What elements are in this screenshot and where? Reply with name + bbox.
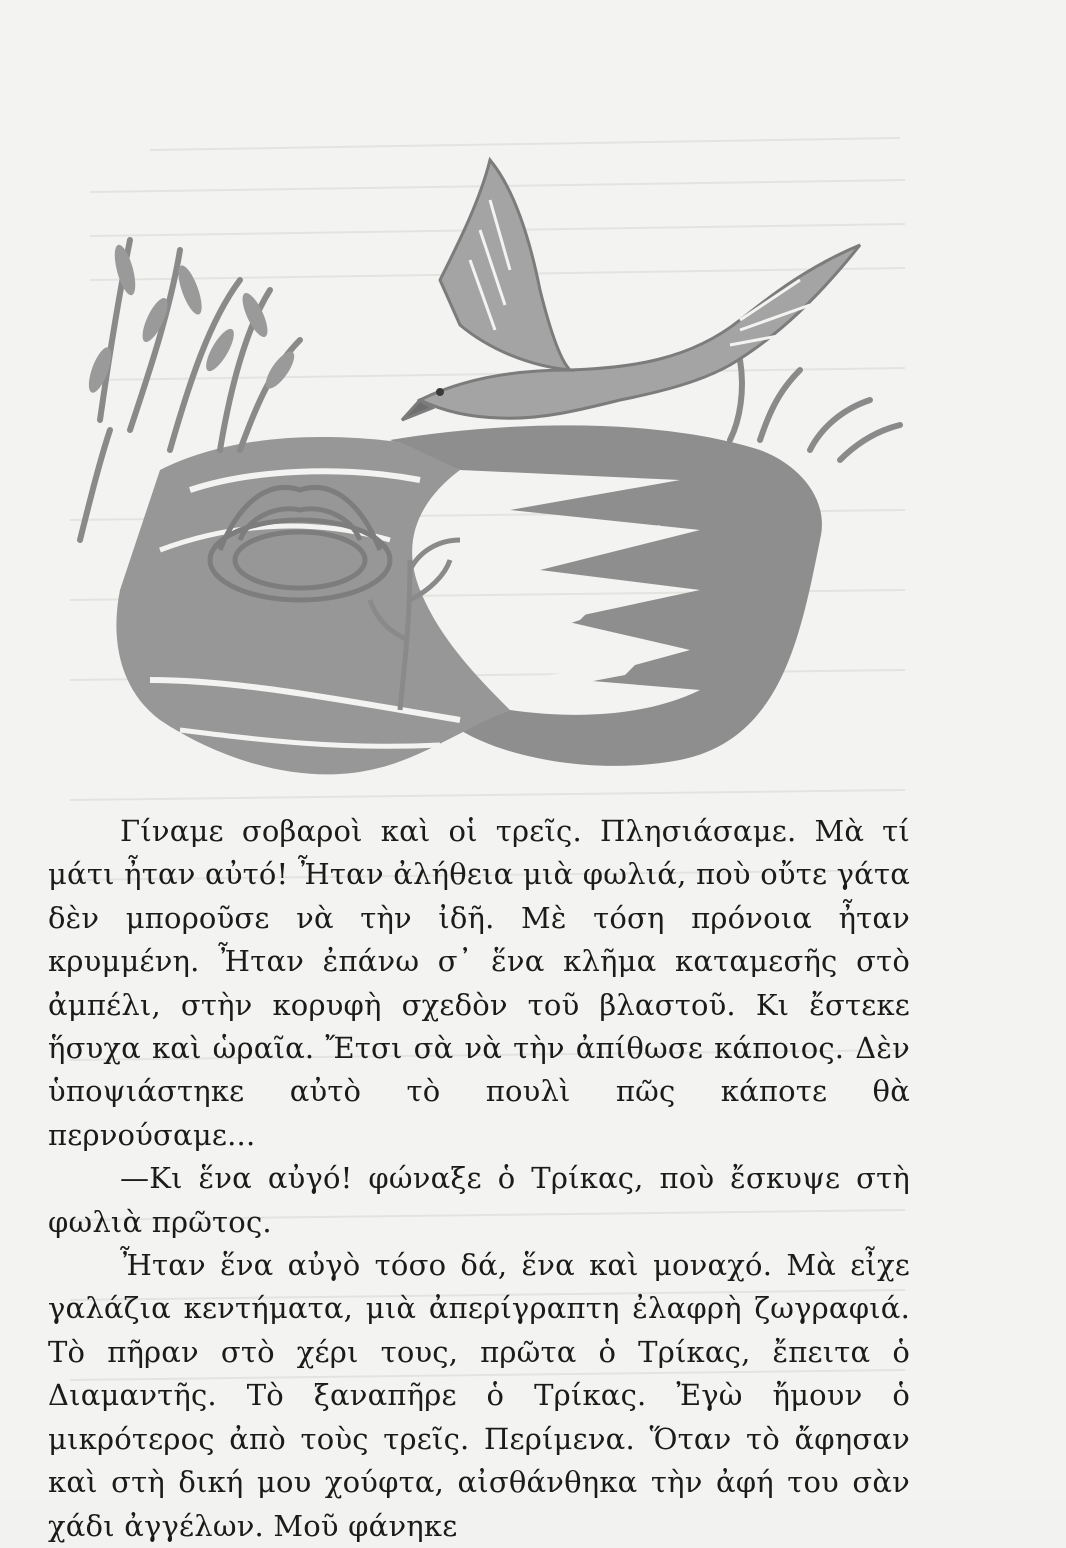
paragraph-2: —Κι ἕνα αὐγό! φώναξε ὁ Τρίκας, ποὺ ἔσκυψε στὴ φωλιὰ πρῶτος. xyxy=(48,1161,910,1239)
reeds-right xyxy=(730,360,900,460)
paragraph-3: Ἦταν ἕνα αὐγὸ τόσο δά, ἕνα καὶ μοναχό. Μὰ εἶχε γαλάζια κεντήματα, μιὰ ἀπερίγραπτη ἐλαφρὴ ζωγραφιά. Τὸ πῆραν στὸ χέρι τους, πρῶτα ὁ Τρίκας, ἔπειτα ὁ Διαμαντῆς. Τὸ ξαναπῆρε ὁ Τρίκας. Ἐγὼ ἤμουν ὁ μικρότερος ἀπὸ τοὺς τρεῖς. Περίμενα. Ὅταν τὸ ἄφησαν καὶ στὴ δική μου χούφτα, αἰσθάνθηκα τὴν ἀφή του σὰν χάδι ἀγγέλων. Μοῦ φάνηκε xyxy=(48,1248,910,1543)
woodcut-illustration xyxy=(40,120,920,810)
paragraph-1: Γίναμε σοβαροὶ καὶ οἱ τρεῖς. Πλησιάσαμε. Μὰ τί μάτι ἦταν αὐτό! Ἦταν ἀλήθεια μιὰ φωλιά, ποὺ οὔτε γάτα δὲν μποροῦσε νὰ τὴν ἰδῆ. Μὲ τόση πρόνοια ἦταν κρυμμένη. Ἦταν ἐπάνω σ᾿ ἕνα κλῆμα καταμεσῆς στὸ ἀμπέλι, στὴν κορυφὴ σχεδὸν τοῦ βλαστοῦ. Κι ἔστεκε ἥσυχα καὶ ὡραῖα. Ἔτσι σὰ νὰ τὴν ἀπίθωσε κάποιος. Δὲν ὑποψιάστηκε αὐτὸ τὸ πουλὶ πῶς κάποτε θὰ περνούσαμε... xyxy=(48,814,910,1152)
body-text xyxy=(48,810,910,1548)
